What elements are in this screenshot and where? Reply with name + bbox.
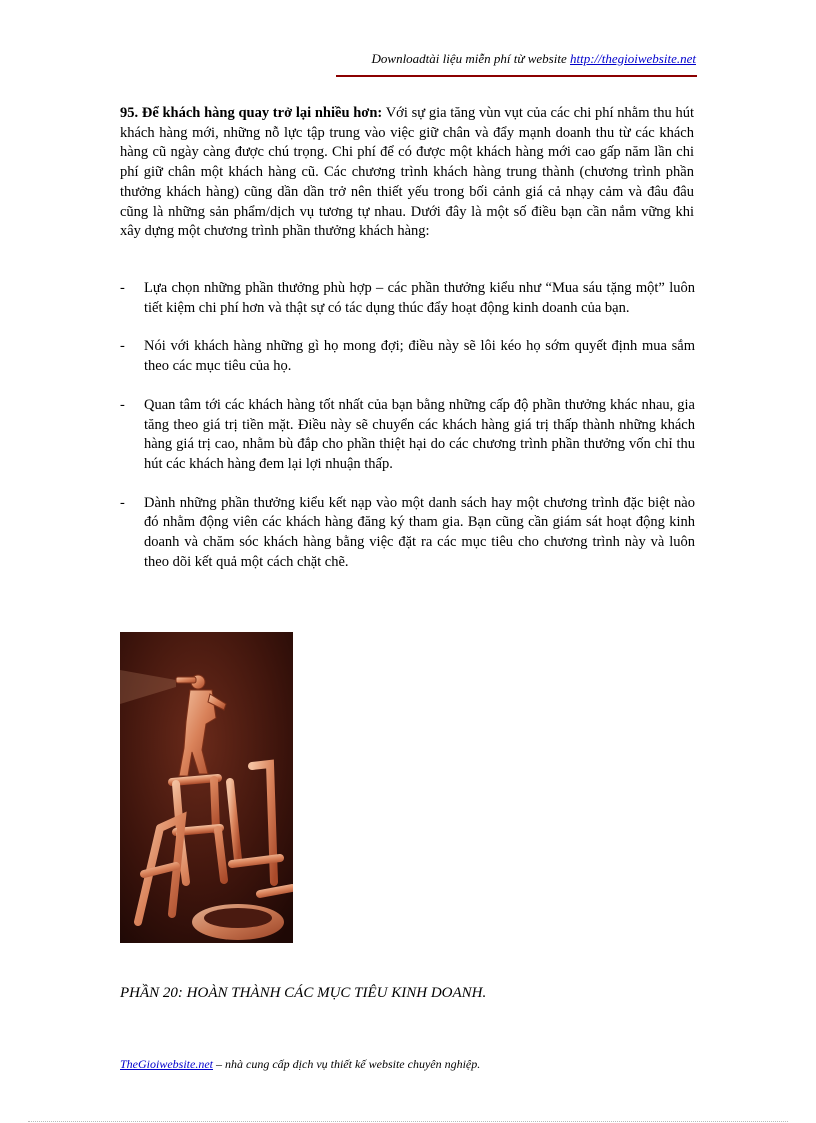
page-bottom-edge: [28, 1121, 788, 1122]
intro-body: Với sự gia tăng vùn vụt của các chi phí nhằm thu hút khách hàng mới, những nỗ lực tập trung vào việc giữ chân và đẩy mạnh doanh thu từ các khách hàng cũ ngày càng được chú trọng. Chi phí để có được một khách hàng mới cao gấp năm lần chi phí giữ chân một khách hàng cũ. Các chương trình khách hàng trung thành (chương trình phần thưởng khách hàng) cũng dần dần trở nên thiết yếu trong bối cảnh giá cả nhạy cảm và đâu đâu cũng là những sản phẩm/dịch vụ tương tự nhau. Dưới đây là một số điều bạn cần nắm vững khi xây dựng một chương trình phần thưởng khách hàng:: [120, 105, 694, 240]
page-header: [372, 51, 696, 67]
bullet-dash: -: [120, 338, 125, 355]
header-website-link[interactable]: http://thegioiwebsite.net: [569, 51, 696, 66]
header-text: Downloadtài liệu miễn phí từ website: [371, 51, 570, 66]
list-item: [120, 396, 695, 475]
page-footer: [120, 1057, 480, 1072]
tips-list: [120, 279, 695, 591]
bullet-dash: -: [120, 396, 125, 413]
list-item: [120, 279, 695, 318]
bullet-dash: -: [120, 280, 125, 296]
footer-website-link[interactable]: TheGioiwebsite.net: [120, 1057, 213, 1071]
illustration-figure-on-chairs: [120, 632, 293, 943]
header-divider: [336, 75, 697, 77]
intro-heading: 95. Để khách hàng quay trở lại nhiều hơn:: [120, 105, 383, 121]
section-title: PHẦN 20: HOÀN THÀNH CÁC MỤC TIÊU KINH DOANH.: [120, 985, 487, 1001]
list-item-text: Lựa chọn những phần thưởng phù hợp – các phần thưởng kiểu như “Mua sáu tặng một” luôn tiết kiệm chi phí hơn và thật sự có tác dụng thúc đẩy hoạt động kinh doanh của bạn.: [144, 280, 695, 316]
bullet-dash: -: [120, 494, 125, 511]
intro-paragraph: [120, 104, 694, 242]
list-item: [120, 337, 695, 376]
list-item-text: Quan tâm tới các khách hàng tốt nhất của bạn bằng những cấp độ phần thưởng khác nhau, gia tăng theo giá trị tiền mặt. Điều này sẽ chuyển các khách hàng giá trị thấp thành những khách hàng giá trị cao, nhằm bù đắp cho phần thiệt hại do các chương trình phần thưởng vốn chỉ thu hút các khách hàng đem lại lợi nhuận thấp.: [144, 396, 695, 472]
list-item: [120, 494, 695, 573]
footer-text: – nhà cung cấp dịch vụ thiết kế website chuyên nghiệp.: [213, 1057, 481, 1071]
list-item-text: Nói với khách hàng những gì họ mong đợi; điều này sẽ lôi kéo họ sớm quyết định mua sắm theo các mục tiêu của họ.: [144, 338, 695, 375]
list-item-text: Dành những phần thưởng kiểu kết nạp vào một danh sách hay một chương trình đặc biệt nào đó nhằm động viên các khách hàng đăng ký tham gia. Bạn cũng cần giám sát hoạt động kinh doanh và chăm sóc khách hàng bằng việc đặt ra các mục tiêu cho chương trình này và luôn theo dõi kết quả một cách chặt chẽ.: [144, 494, 695, 570]
